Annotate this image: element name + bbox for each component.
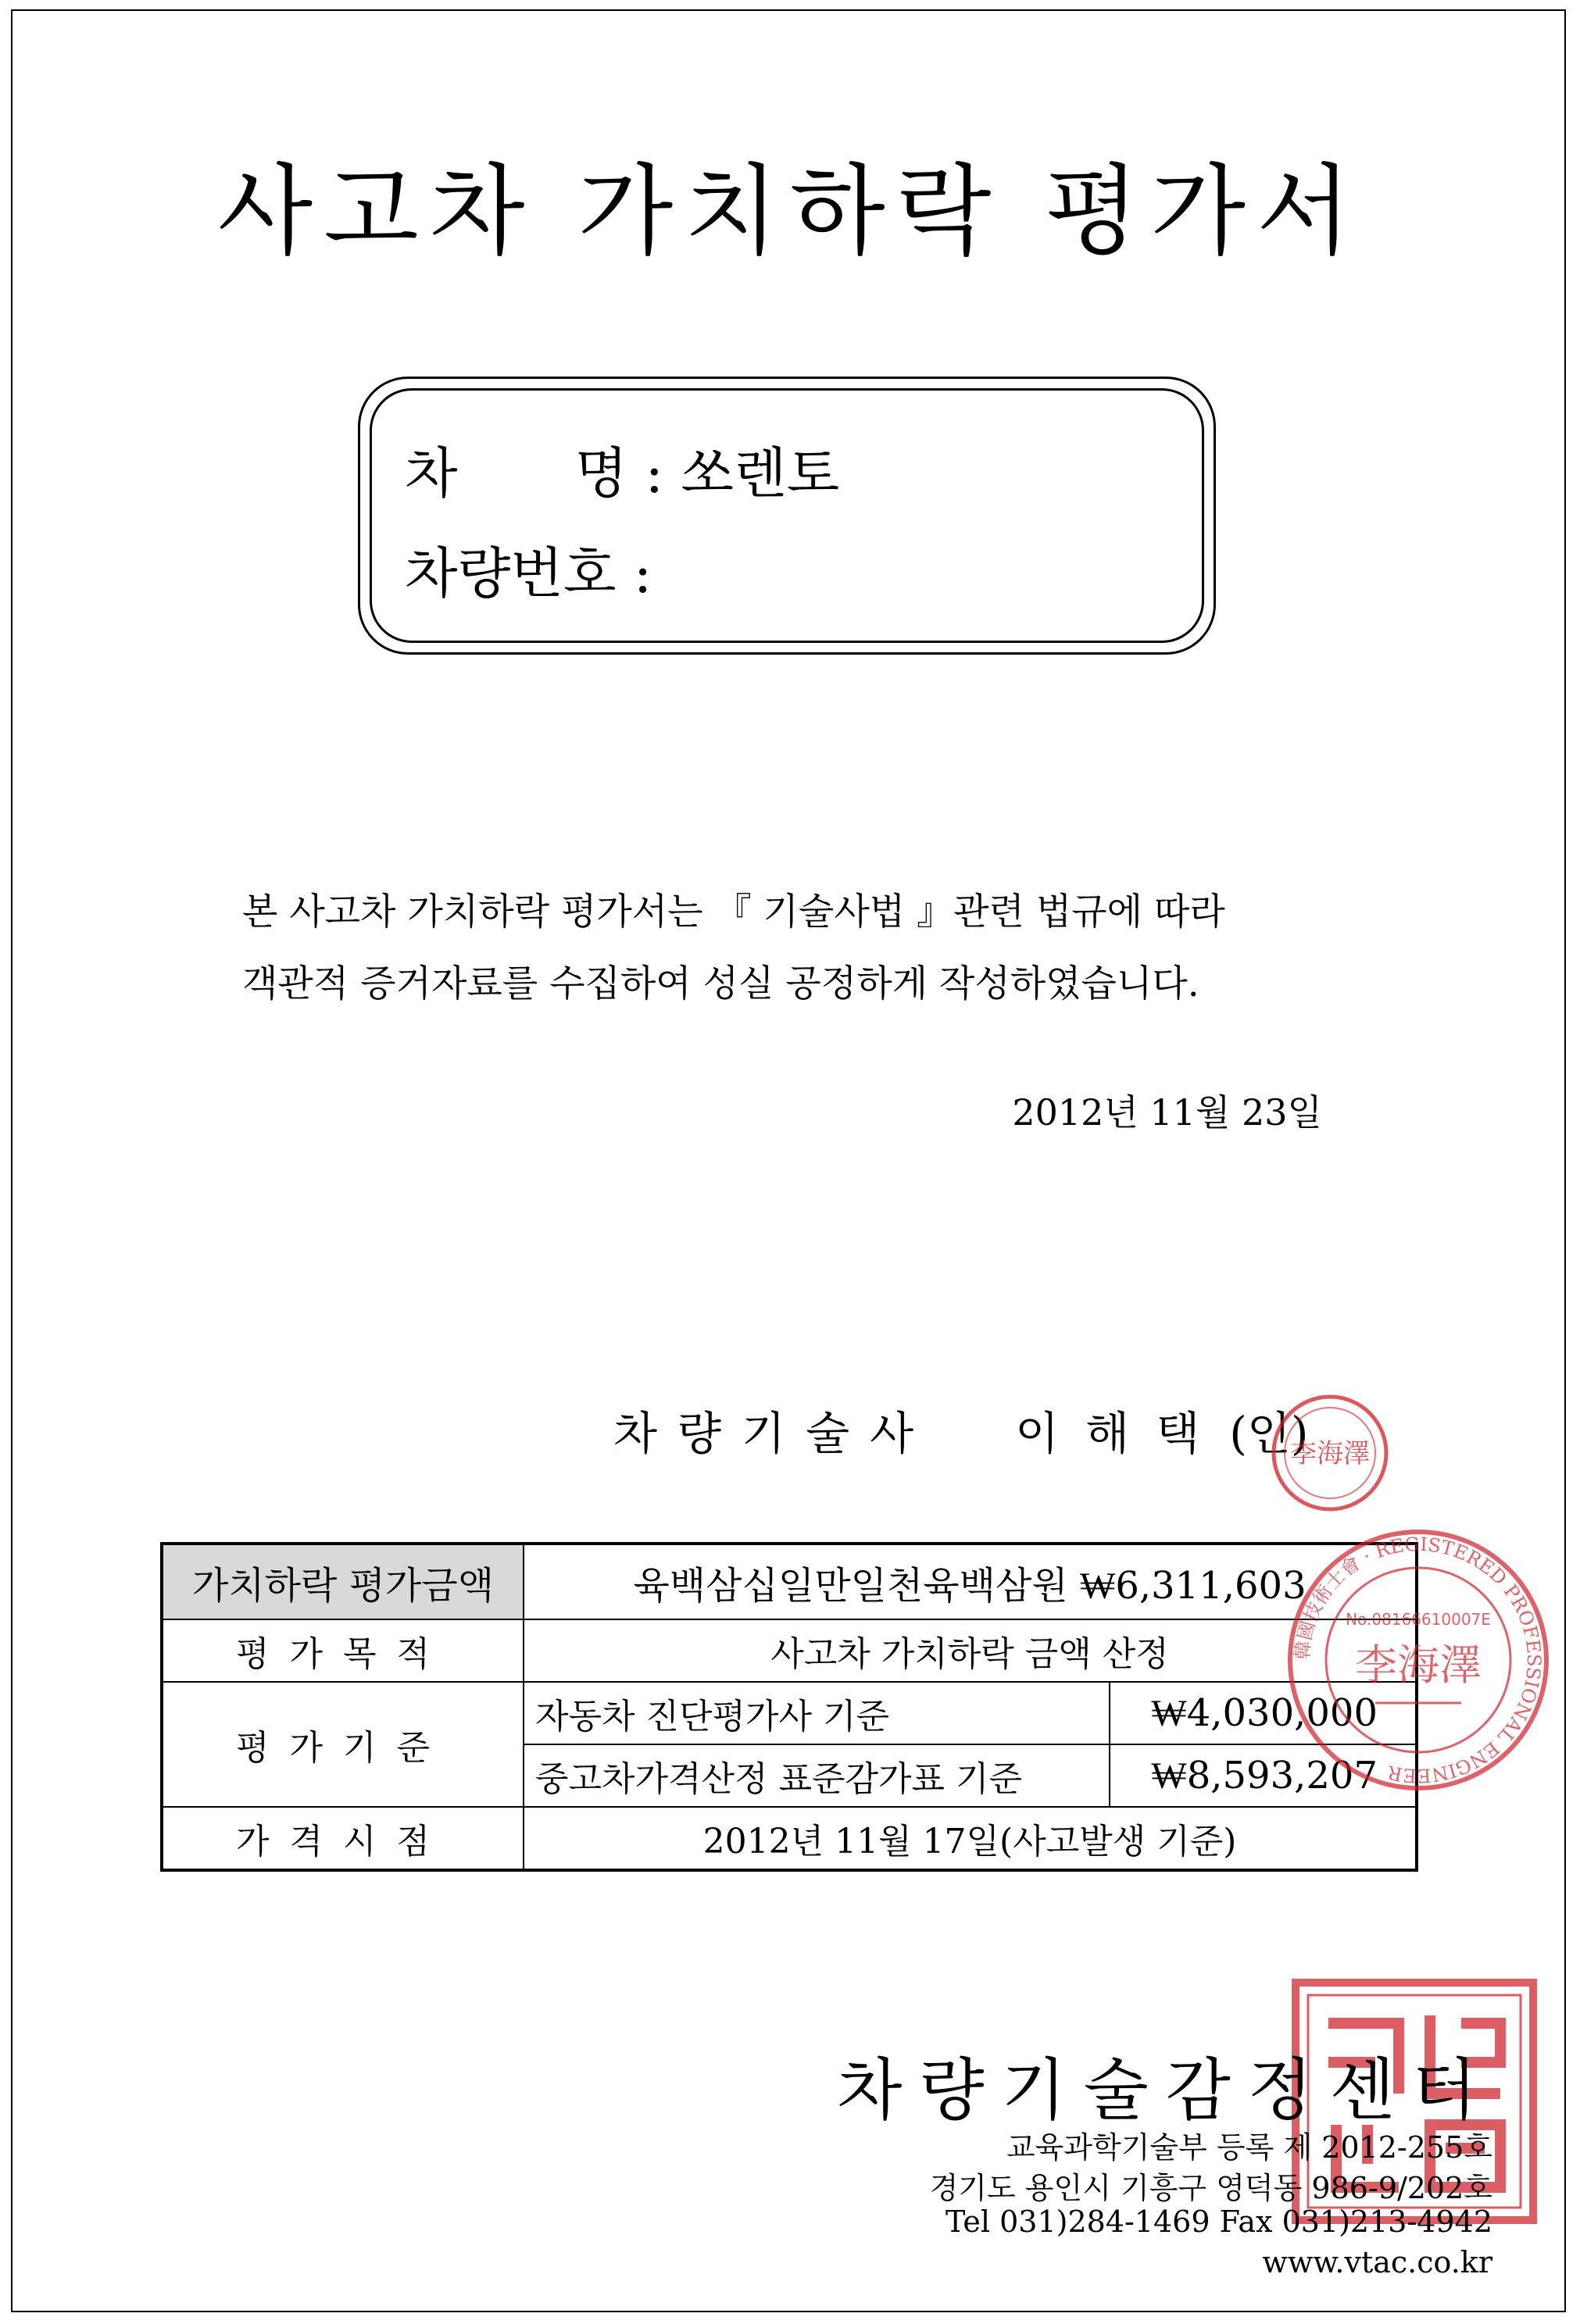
center-address: 경기도 용인시 기흥구 영덕동 986-9/202호 bbox=[929, 2171, 1492, 2205]
vehicle-number-separator: : bbox=[633, 541, 652, 605]
vehicle-name-separator: : bbox=[645, 441, 664, 505]
center-registration: 교육과학기술부 등록 제 2012-255호 bbox=[1006, 2130, 1492, 2165]
pricing-label-cell: 가격시점 bbox=[162, 1807, 524, 1870]
statement-line-2: 객관적 증거자료를 수집하여 성실 공정하게 작성하였습니다. bbox=[242, 962, 1199, 1005]
seal-center-name: 李海澤 bbox=[1355, 1640, 1482, 1690]
amount-value-cell: 육백삼십일만일천육백삼원 ₩6,311,603 bbox=[524, 1544, 1417, 1619]
page-border bbox=[11, 9, 1566, 2312]
engineer-name: 이해택 bbox=[1015, 1407, 1227, 1460]
vehicle-info-box bbox=[358, 377, 1216, 655]
engineer-signature-line bbox=[613, 1397, 1309, 1462]
engineer-title: 차량기술사 bbox=[613, 1407, 935, 1460]
pricing-value-cell: 2012년 11월 17일(사고발생 기준) bbox=[524, 1807, 1417, 1870]
amount-label-cell: 가치하락 평가금액 bbox=[162, 1544, 524, 1619]
personal-seal-text: 李海澤 bbox=[1290, 1438, 1370, 1469]
vehicle-number-line bbox=[405, 530, 670, 609]
table-row bbox=[162, 1682, 1417, 1744]
table-row bbox=[162, 1807, 1417, 1870]
seal-number-text: No.08166610007E bbox=[1346, 1610, 1491, 1629]
table-row bbox=[162, 1544, 1417, 1619]
table-row bbox=[162, 1619, 1417, 1682]
vehicle-name-label-2: 명 bbox=[574, 441, 628, 505]
seal-ring-text: 韓國技術士會 · REGISTERED PROFESSIONAL ENGINEER bbox=[1291, 1533, 1546, 1787]
center-contact: Tel 031)284-1469 Fax 031)213-4942 bbox=[945, 2204, 1492, 2239]
engineer-seal-mark: (인) bbox=[1229, 1407, 1309, 1460]
basis-item-value-cell: ₩4,030,000 bbox=[1110, 1682, 1417, 1744]
purpose-label-cell: 평가목적 bbox=[162, 1619, 524, 1682]
basis-item-label-cell: 중고차가격산정 표준감가표 기준 bbox=[524, 1744, 1110, 1807]
basis-item-value-cell: ₩8,593,207 bbox=[1110, 1744, 1417, 1807]
basis-label-cell: 평가기준 bbox=[162, 1682, 524, 1807]
vehicle-info-inner-border bbox=[370, 388, 1204, 643]
document-title: 사고차 가치하락 평가서 bbox=[217, 154, 1363, 269]
vehicle-number-label: 차량번호 bbox=[405, 541, 617, 605]
issue-date: 2012년 11월 23일 bbox=[1012, 1091, 1322, 1133]
purpose-value-cell: 사고차 가치하락 금액 산정 bbox=[524, 1619, 1417, 1682]
basis-item-label-cell: 자동차 진단평가사 기준 bbox=[524, 1682, 1110, 1744]
evaluation-table bbox=[160, 1542, 1418, 1872]
vehicle-name-line bbox=[405, 430, 839, 509]
center-website: www.vtac.co.kr bbox=[1262, 2245, 1492, 2279]
vehicle-name-value: 쏘렌토 bbox=[681, 441, 840, 505]
vehicle-name-label-1: 차 bbox=[405, 441, 458, 505]
center-name: 차량기술감정센터 bbox=[837, 2051, 1494, 2129]
statement-line-1: 본 사고차 가치하락 평가서는 『 기술사법 』관련 법규에 따라 bbox=[242, 891, 1225, 934]
